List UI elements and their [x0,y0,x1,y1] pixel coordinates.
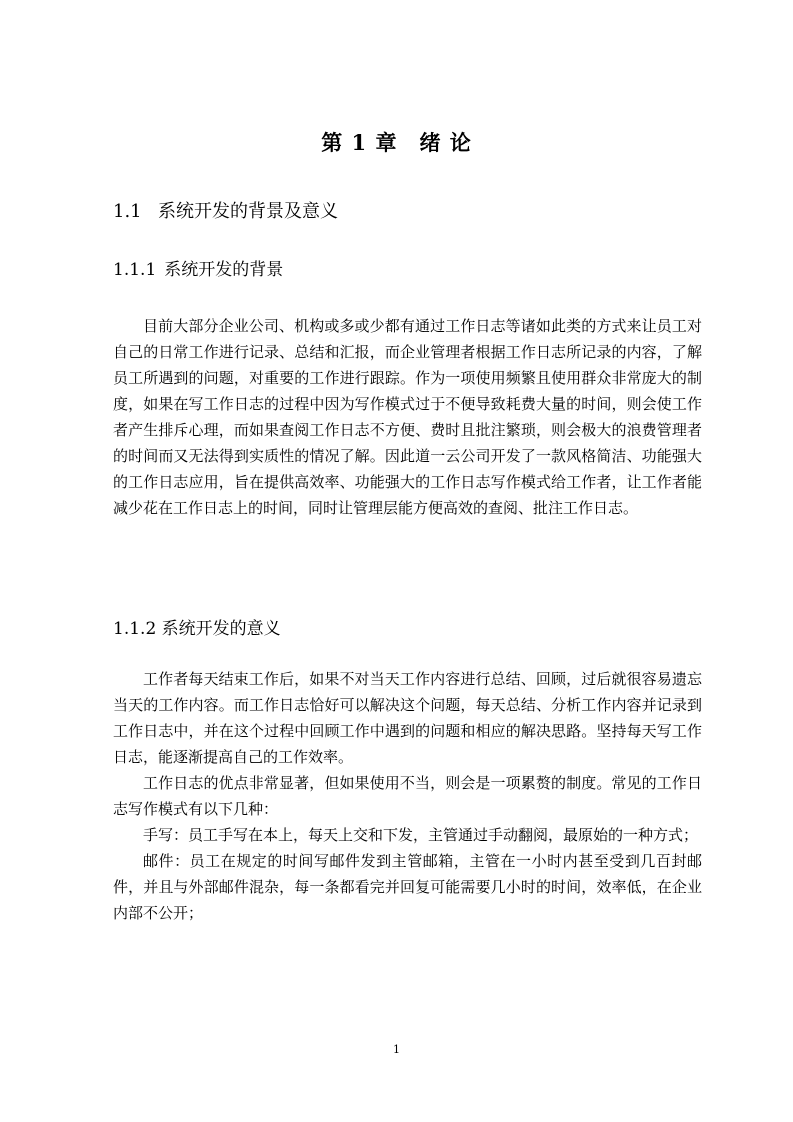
chapter-number: 第 1 章 [321,130,398,155]
paragraph: 工作日志的优点非常显著，但如果使用不当，则会是一项累赘的制度。常见的工作日志写作模式有以下几种： [113,774,702,818]
paragraph: 手写：员工手写在本上，每天上交和下发，主管通过手动翻阅，最原始的一种方式； [143,826,699,844]
paragraph: 邮件：员工在规定的时间写邮件发到主管邮箱，主管在一小时内甚至受到几百封邮件，并且与外部邮件混杂，每一条都看完并回复可能需要几小时的时间，效率低，在企业内部不公开； [113,852,702,922]
section-title: 系统开发的背景及意义 [158,201,338,222]
section-number: 1.1 [113,201,142,222]
paragraph: 目前大部分企业公司、机构或多或少都有通过工作日志等诸如此类的方式来让员工对自己的日常工作进行记录、总结和汇报，而企业管理者根据工作日志所记录的内容，了解员工所遇到的问题，对重要的工作进行跟踪。作为一项使用频繁且使用群众非常庞大的制度，如果在写工作日志的过程中因为写作模式过于不便导致耗费大量的时间，则会使工作者产生排斥心理，而如果查阅工作日志不方便、费时且批注繁琐，则会极大的浪费管理者的时间而又无法得到实质性的情况了解。因此道一云公司开发了一款风格简洁、功能强大的工作日志应用，旨在提供高效率、功能强大的工作日志写作模式给工作者，让工作者能减少花在工作日志上的时间，同时让管理层能方便高效的查阅、批注工作日志。 [113,317,702,517]
chapter-name: 绪 论 [419,130,472,155]
chapter-title [0,128,793,158]
paragraph: 工作者每天结束工作后，如果不对当天工作内容进行总结、回顾，过后就很容易遗忘当天的工作内容。而工作日志恰好可以解决这个问题，每天总结、分析工作内容并记录到工作日志中，并在这个过程中回顾工作中遇到的问题和相应的解决思路。坚持每天写工作日志，能逐渐提高自己的工作效率。 [113,670,702,766]
subsection-number: 1.1.1 [113,260,157,280]
subsection-title: 系统开发的背景 [164,260,284,280]
subsection-heading-1-1-1 [113,256,283,284]
significance-text [113,666,702,926]
section-heading-1-1 [113,198,338,226]
page-number: 1 [393,1043,400,1056]
subsection-heading-1-1-2: 1.1.2 系统开发的意义 [113,619,281,639]
background-text [113,313,702,521]
